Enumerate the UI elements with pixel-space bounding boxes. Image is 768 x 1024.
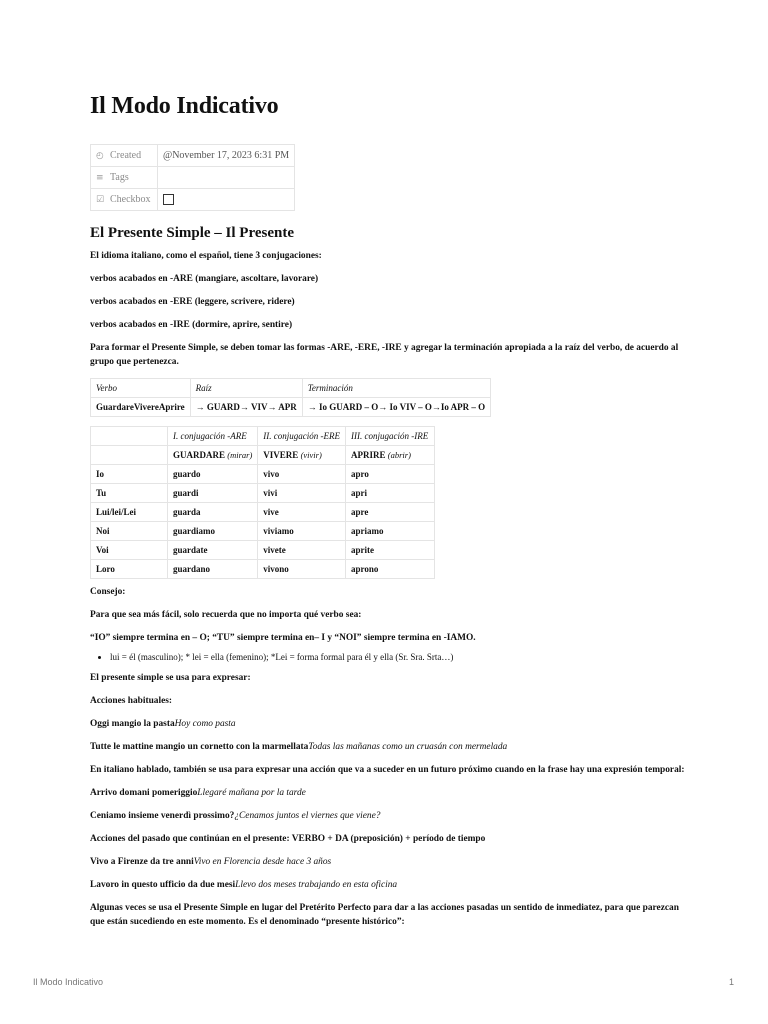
paragraph: Algunas veces se usa el Presente Simple en lugar del Pretérito Perfecto para dar a las acciones pasadas un sentido de inmediatez, para que parezcan que están sucediendo en este momento. Es el denominado “presente histórico”: [90,903,679,927]
table-header-row [91,379,491,398]
footer-doc-title: Il Modo Indicativo [33,977,104,987]
document-body [90,249,690,938]
verb-gloss: (abrir) [387,450,411,460]
footer-page-number: 1 [728,977,734,987]
property-key: Created [110,150,142,161]
table-cell: aprite [346,541,435,560]
table-cell: Noi [91,522,168,541]
table-cell: guardiamo [168,522,258,541]
table-row [91,398,491,417]
table-header-row [91,427,435,446]
property-key: Tags [110,172,129,183]
table-cell: guarda [168,503,258,522]
property-key: Checkbox [110,194,151,205]
table-cell: viviamo [258,522,346,541]
example-line: Ceniamo insieme venerdì prossimo?¿Cenamos juntos el viernes que viene? [90,811,381,821]
table-cell: apri [346,484,435,503]
table-header [91,427,168,446]
table-cell: vivi [258,484,346,503]
table-header: Verbo [91,379,191,398]
paragraph: verbos acabados en -ERE (leggere, scrivere, ridere) [90,297,295,307]
example-line: Tutte le mattine mangio un cornetto con la marmellataTodas las mañanas como un cruasán con mermelada [90,742,508,752]
paragraph: Para que sea más fácil, solo recuerda que no importa qué verbo sea: [90,610,362,620]
paragraph: verbos acabados en -IRE (dormire, aprire, sentire) [90,320,293,330]
clock-icon: ◴ [96,151,104,161]
example-line: Arrivo domani pomeriggioLlegaré mañana por la tarde [90,788,306,798]
property-value: @November 17, 2023 6:31 PM [158,145,295,167]
list-icon: ≡ [96,173,104,183]
example-line: Vivo a Firenze da tre anniVivo en Florencia desde hace 3 años [90,857,332,867]
table-cell: → Io GUARD – O→ Io VIV – O→Io APR – O [302,398,490,417]
table-cell: Loro [91,560,168,579]
table-row [91,541,435,560]
table-cell: apre [346,503,435,522]
list-item: • lui = él (masculino); * lei = ella (femenino); *Lei = forma formal para él y ella (Sr. Sra. Srta…) [110,651,690,663]
table-header: I. conjugación -ARE [168,427,258,446]
table-cell: Voi [91,541,168,560]
table-row [91,484,435,503]
paragraph: El presente simple se usa para expresar: [90,673,251,683]
example-line: Oggi mangio la pastaHoy como pasta [90,719,236,729]
table-row [91,560,435,579]
verb-label: VIVERE [263,450,299,460]
paragraph: verbos acabados en -ARE (mangiare, ascoltare, lavorare) [90,274,319,284]
table-cell: guardano [168,560,258,579]
table-cell: apriamo [346,522,435,541]
table-cell: vivete [258,541,346,560]
root-table [90,378,491,417]
bullet-list [90,651,690,663]
table-cell: → GUARD→ VIV→ APR [190,398,302,417]
table-header: Raíz [190,379,302,398]
table-row [91,446,435,465]
table-cell: Lui/lei/Lei [91,503,168,522]
verb-label: GUARDARE [173,450,226,460]
paragraph: En italiano hablado, también se usa para expresar una acción que va a suceder en un futuro próximo cuando en la frase hay una expresión temporal: [90,765,685,775]
tip-label: Consejo: [90,587,126,597]
checkbox-icon: ☑ [96,195,105,205]
table-cell: aprono [346,560,435,579]
table-cell: vivo [258,465,346,484]
page-title: Il Modo Indicativo [90,93,279,119]
table-header: II. conjugación -ERE [258,427,346,446]
table-cell: Tu [91,484,168,503]
example-line: Lavoro in questo ufficio da due mesiLlevo dos meses trabajando en esta oficina [90,880,398,890]
verb-label: APRIRE [351,450,386,460]
table-cell: vivono [258,560,346,579]
table-cell: GuardareVivereAprire [91,398,191,417]
section-heading: El Presente Simple – Il Presente [90,225,294,241]
table-row [91,503,435,522]
property-row-created [91,145,295,167]
table-cell: guardo [168,465,258,484]
property-value[interactable] [158,167,295,189]
table-cell: Io [91,465,168,484]
paragraph: El idioma italiano, como el español, tiene 3 conjugaciones: [90,251,322,261]
property-row-tags [91,167,295,189]
table-row [91,465,435,484]
property-row-checkbox [91,189,295,211]
table-cell: vive [258,503,346,522]
paragraph: Acciones habituales: [90,696,173,706]
verb-gloss: (vivir) [300,450,322,460]
table-cell: guardi [168,484,258,503]
properties-table [90,144,295,211]
verb-gloss: (mirar) [227,450,253,460]
table-cell: apro [346,465,435,484]
table-header: III. conjugación -IRE [346,427,435,446]
paragraph: Para formar el Presente Simple, se deben tomar las formas -ARE, -ERE, -IRE y agregar la terminación apropiada a la raíz del verbo, de acuerdo al grupo que pertenezca. [90,343,679,367]
table-row [91,522,435,541]
paragraph: “IO” siempre termina en – O; “TU” siempre termina en– I y “NOI” siempre termina en -IAMO. [90,633,476,643]
paragraph: Acciones del pasado que continúan en el presente: VERBO + DA (preposición) + período de tiempo [90,834,486,844]
table-cell: guardate [168,541,258,560]
table-header: Terminación [302,379,490,398]
checkbox[interactable] [163,194,174,205]
conjugation-table [90,426,435,579]
